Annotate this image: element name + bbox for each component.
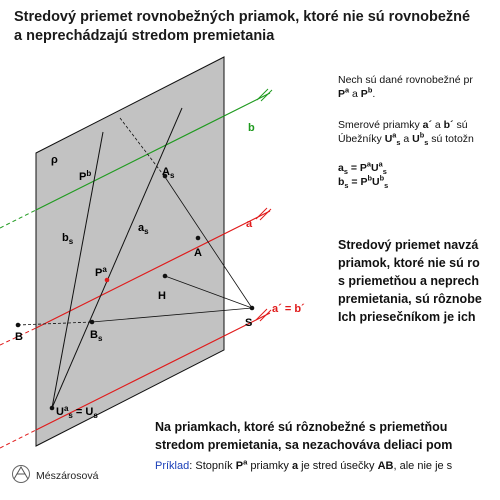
example-label: Príklad <box>155 460 190 472</box>
label-Bs: $B_s$ <box>90 329 103 343</box>
statement-line: Stredový priemet navzá <box>338 238 479 252</box>
point-A <box>196 236 201 241</box>
point-Bs <box>90 320 95 325</box>
label-S: S <box>245 317 253 329</box>
example: Príklad: Stopník $P^a$ priamky a je stred úsečky AB, ale nie je s <box>155 457 453 472</box>
point-B <box>16 323 21 328</box>
equation-as: $a_s = P^aU^a_s$ <box>338 159 387 177</box>
text2-line1: Smerové priamky a´ a b´ sú <box>338 119 468 131</box>
label-rho: ρ <box>51 154 58 166</box>
label-bs: $b_s$ <box>62 232 74 246</box>
equation-bs: $b_s = P^bU^b_s$ <box>338 173 389 191</box>
text1-line2: $P^a$ a $P^b$. <box>338 85 376 100</box>
point-S <box>250 306 255 311</box>
statement-line: priamok, ktoré nie sú ro <box>338 256 480 270</box>
line-direction-tick <box>260 310 271 321</box>
statement-line: Na priamkach, ktoré sú rôznobežné s priemetňou <box>155 420 448 434</box>
label-As: $A_s$ <box>162 166 175 180</box>
statement-line: stredom premietania, sa nezachováva deliaci pom <box>155 438 453 452</box>
line-b-tick <box>261 90 272 101</box>
label-as: $a_s$ <box>138 222 149 236</box>
label-A: A <box>194 247 202 259</box>
line-a-tick <box>260 209 271 220</box>
label-H: H <box>158 290 166 302</box>
line-direction-tick <box>256 309 267 320</box>
point-Pa <box>105 278 110 283</box>
label-Pa: $P^a$ <box>95 265 107 279</box>
author-name: Mészárosová <box>36 470 99 482</box>
label-B: B <box>15 331 23 343</box>
point-Us <box>50 406 55 411</box>
label-Pb: $P^b$ <box>79 169 92 183</box>
line-b-dashed <box>0 210 36 228</box>
label-a: a <box>246 218 253 230</box>
statement-line: s priemetňou a neprech <box>338 274 480 288</box>
title-line-1: Stredový priemet rovnobežných priamok, ktoré nie sú rovnobežné <box>14 9 471 25</box>
line-direction-dashed <box>0 430 36 448</box>
statement-line: Ich priesečníkom je ich <box>338 310 476 324</box>
statement-line: premietania, sú rôznobe <box>338 292 482 306</box>
point-H <box>163 274 168 279</box>
label-b: b <box>248 122 255 134</box>
label-Us: $U^a_s = U_s$ <box>56 404 98 420</box>
label-direction-ab: a´ = b´ <box>272 303 305 315</box>
title-line-2: a neprechádzajú stredom premietania <box>14 28 275 44</box>
text1-line1: Nech sú dané rovnobežné pr <box>338 74 473 86</box>
text2-line2: Úbežníky $U^a_s$ a $U^b_s$ sú totožn <box>338 130 474 148</box>
